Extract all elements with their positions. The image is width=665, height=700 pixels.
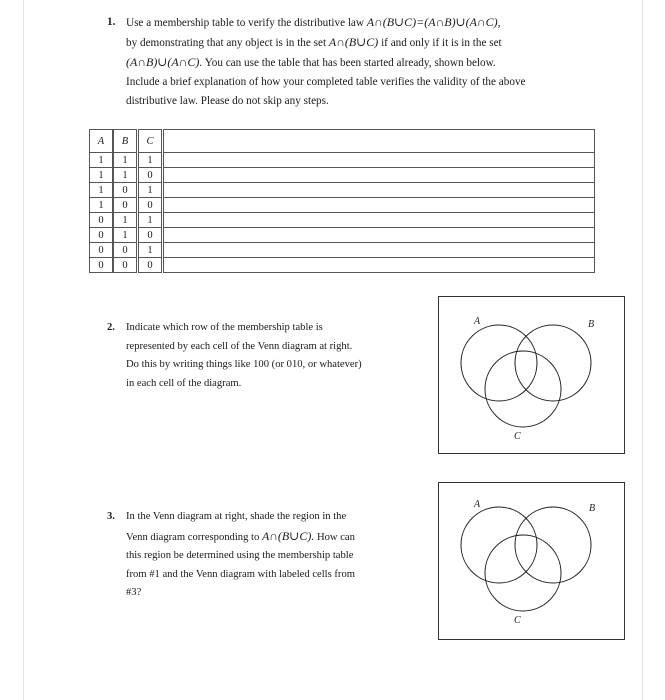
table-cell: 1 (113, 153, 138, 168)
question-2-text: represented by each cell of the Venn diagram at right. (126, 340, 353, 352)
question-1-text: Use a membership table to verify the distributive law (126, 17, 364, 29)
table-cell: 1 (138, 153, 163, 168)
question-3-text: How can (316, 531, 355, 543)
table-cell: 0 (138, 258, 163, 273)
membership-table (89, 129, 595, 273)
table-cell: 0 (90, 213, 114, 228)
venn-label-a: A (474, 316, 481, 327)
question-2-text: in each cell of the diagram. (126, 377, 242, 389)
table-cell: 0 (90, 243, 114, 258)
column-header-c: C (138, 130, 163, 153)
venn-label-a: A (474, 499, 481, 510)
venn-circle-c (485, 535, 561, 611)
venn-diagram-1 (438, 296, 625, 454)
question-1-text: Include a brief explanation of how your completed table verifies the validity of the above (126, 76, 526, 88)
venn-label-b: B (588, 319, 595, 330)
table-cell: 0 (138, 228, 163, 243)
table-cell: 0 (138, 198, 163, 213)
table-cell: 1 (138, 243, 163, 258)
table-row (90, 213, 595, 228)
blank-cell (163, 168, 595, 183)
question-1-text: distributive law. Please do not skip any steps. (126, 95, 329, 107)
table-cell: 1 (90, 168, 114, 183)
question-3-text: this region be determined using the membership table (126, 550, 354, 561)
question-3-text: In the Venn diagram at right, shade the region in the (126, 511, 347, 522)
blank-cell (163, 183, 595, 198)
question-2 (107, 319, 417, 393)
table-cell: 0 (113, 198, 138, 213)
venn-label-b: B (589, 503, 596, 514)
distributive-law-formula: A∩(B∪C)=(A∩B)∪(A∩C), (366, 15, 501, 29)
column-header-a: A (90, 130, 114, 153)
column-header-b: B (113, 130, 138, 153)
table-cell: 0 (113, 183, 138, 198)
blank-cell (163, 213, 595, 228)
question-1-text: if and only if it is in the set (381, 37, 502, 49)
venn-label-c: C (514, 615, 521, 626)
question-3-text: from #1 and the Venn diagram with labeled cells from (126, 568, 355, 580)
venn-diagram-2 (438, 482, 625, 640)
table-cell: 0 (90, 258, 114, 273)
question-3-text: Venn diagram corresponding to (126, 531, 260, 543)
question-1 (107, 13, 597, 111)
question-1-text: You can use the table that has been started already, shown below. (204, 57, 496, 69)
table-row (90, 258, 595, 273)
blank-cell (163, 228, 595, 243)
venn-label-c: C (514, 431, 521, 442)
blank-cell (163, 258, 595, 273)
table-cell: 1 (113, 228, 138, 243)
question-2-text: Do this by writing things like 100 (or 010, or whatever) (126, 359, 362, 370)
table-row (90, 168, 595, 183)
table-cell: 0 (138, 168, 163, 183)
venn-circle-b (515, 507, 591, 583)
table-row (90, 198, 595, 213)
table-cell: 1 (90, 198, 114, 213)
venn-circle-c (485, 351, 561, 427)
blank-cell (163, 198, 595, 213)
blank-column (163, 130, 595, 153)
table-header-row (90, 130, 595, 153)
table-row (90, 228, 595, 243)
question-3-number: 3. (107, 511, 115, 522)
question-3 (107, 508, 417, 603)
set-expression: A∩(B∪C). (261, 528, 315, 543)
blank-cell (163, 153, 595, 168)
table-cell: 0 (113, 243, 138, 258)
question-1-text: by demonstrating that any object is in the set (126, 37, 327, 49)
set-expression: A∩(B∪C) (328, 35, 379, 49)
set-expression: (A∩B)∪(A∩C). (126, 55, 203, 69)
question-3-text: #3? (126, 587, 142, 598)
table-cell: 1 (138, 183, 163, 198)
table-cell: 1 (113, 168, 138, 183)
question-2-text: Indicate which row of the membership table is (126, 322, 323, 333)
table-cell: 1 (138, 213, 163, 228)
table-cell: 0 (113, 258, 138, 273)
question-1-number: 1. (107, 16, 116, 28)
table-cell: 0 (90, 228, 114, 243)
table-cell: 1 (90, 153, 114, 168)
table-row (90, 243, 595, 258)
table-row (90, 183, 595, 198)
venn-circle-b (515, 325, 591, 401)
question-2-number: 2. (107, 322, 115, 333)
blank-cell (163, 243, 595, 258)
table-cell: 1 (113, 213, 138, 228)
table-cell: 1 (90, 183, 114, 198)
table-row (90, 153, 595, 168)
